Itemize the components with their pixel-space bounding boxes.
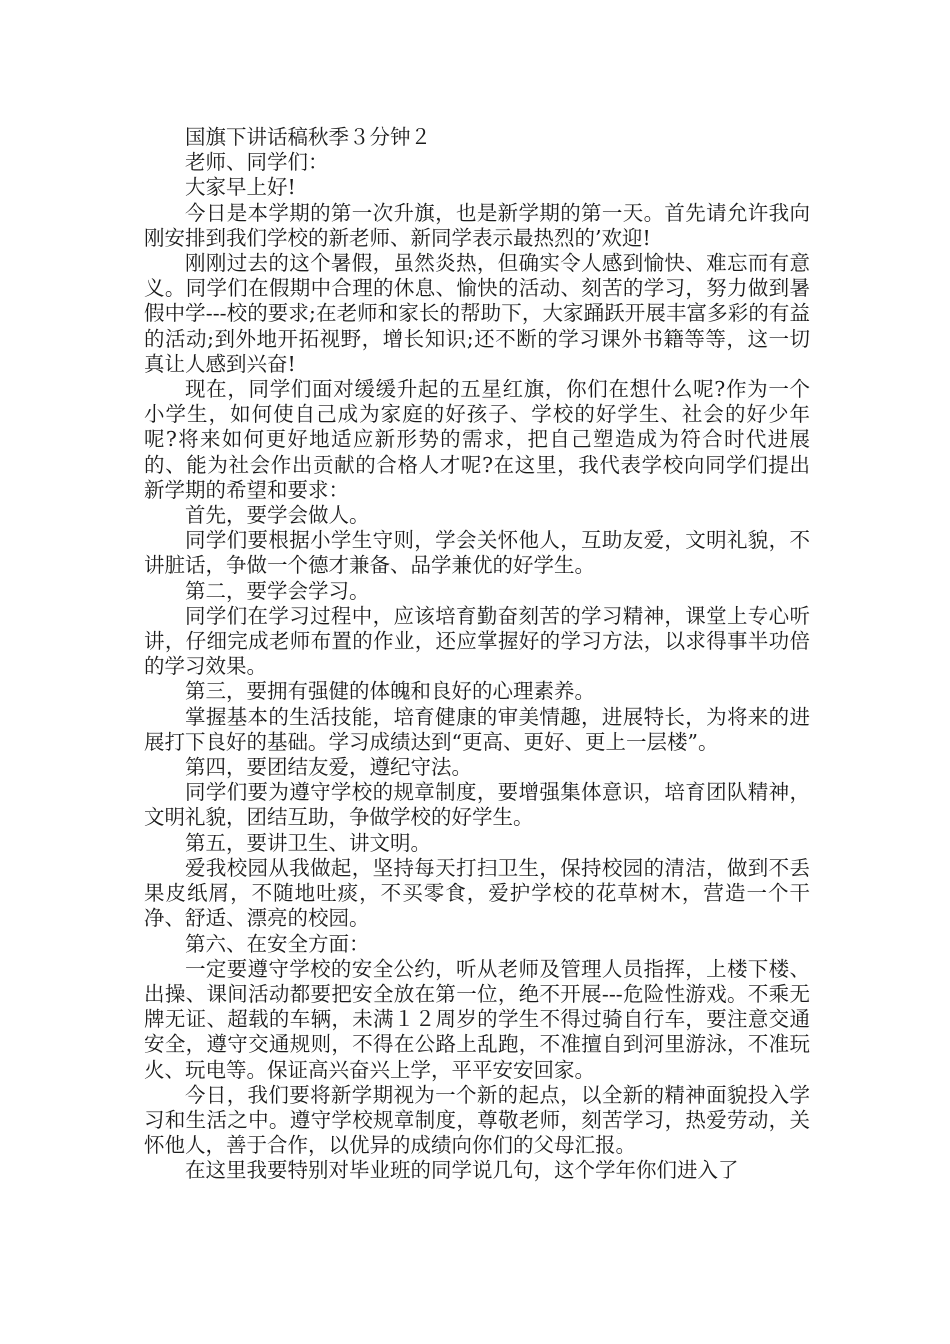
section-heading: 首先，要学会做人。 [185,503,370,528]
section-heading: 第二，要学会学习。 [185,578,370,603]
document-body [144,125,810,1184]
paragraph: 刚刚过去的这个暑假，虽然炎热，但确实令人感到愉快、难忘而有意义。同学们在假期中合理的休息、愉快的活动、刻苦的学习，努力做到暑假中学---校的要求;在老师和家长的帮助下，大家踊跃开展丰富多彩的有益的活动;到外地开拓视野，增长知识;还不断的学习课外书籍等等，这一切真让人感到兴奋! [144,251,810,376]
salutation: 老师、同学们： [185,150,329,175]
paragraph: 同学们在学习过程中，应该培育勤奋刻苦的学习精神，课堂上专心听讲，仔细完成老师布置的作业，还应掌握好的学习方法，以求得事半功倍的学习效果。 [144,603,810,679]
section-heading: 第六、在安全方面： [185,931,370,956]
paragraph: 在这里我要特别对毕业班的同学说几句，这个学年你们进入了 [185,1158,739,1183]
paragraph: 现在，同学们面对缓缓升起的五星红旗，你们在想什么呢?作为一个小学生，如何使自己成为家庭的好孩子、学校的好学生、社会的好少年呢?将来如何更好地适应新形势的需求，把自己塑造成为符合时代进展的、能为社会作出贡献的合格人才呢?在这里，我代表学校向同学们提出新学期的希望和要求： [144,377,810,502]
greeting: 大家早上好! [185,175,296,200]
paragraph: 同学们要根据小学生守则，学会关怀他人，互助友爱，文明礼貌，不讲脏话，争做一个德才兼备、品学兼优的好学生。 [144,528,810,578]
paragraph: 爱我校园从我做起，坚持每天打扫卫生，保持校园的清洁，做到不丢果皮纸屑，不随地吐痰，不买零食，爱护学校的花草树木，营造一个干净、舒适、漂亮的校园。 [144,855,810,931]
document-title: 国旗下讲话稿秋季３分钟２ [185,125,431,149]
section-heading: 第五，要讲卫生、讲文明。 [185,830,431,855]
paragraph: 今日，我们要将新学期视为一个新的起点，以全新的精神面貌投入学习和生活之中。遵守学校规章制度，尊敬老师，刻苦学习，热爱劳动，关怀他人，善于合作，以优异的成绩向你们的父母汇报。 [144,1082,810,1158]
paragraph: 掌握基本的生活技能，培育健康的审美情趣，进展特长，为将来的进展打下良好的基础。学习成绩达到“更高、更好、更上一层楼”。 [144,704,810,754]
section-heading: 第四，要团结友爱，遵纪守法。 [185,755,472,780]
paragraph: 同学们要为遵守学校的规章制度，要增强集体意识，培育团队精神，文明礼貌，团结互助，争做学校的好学生。 [144,780,810,830]
paragraph: 今日是本学期的第一次升旗，也是新学期的第一天。首先请允许我向刚安排到我们学校的新老师、新同学表示最热烈的’欢迎! [144,200,810,250]
paragraph: 一定要遵守学校的安全公约，听从老师及管理人员指挥，上楼下楼、出操、课间活动都要把安全放在第一位，绝不开展---危险性游戏。不乘无牌无证、超载的车辆，未满１２周岁的学生不得过骑自行车，要注意交通安全，遵守交通规则，不得在公路上乱跑，不准擅自到河里游泳，不准玩火、玩电等。保证高兴奋兴上学，平平安安回家。 [144,956,810,1082]
section-heading: 第三，要拥有强健的体魄和良好的心理素养。 [185,679,595,704]
